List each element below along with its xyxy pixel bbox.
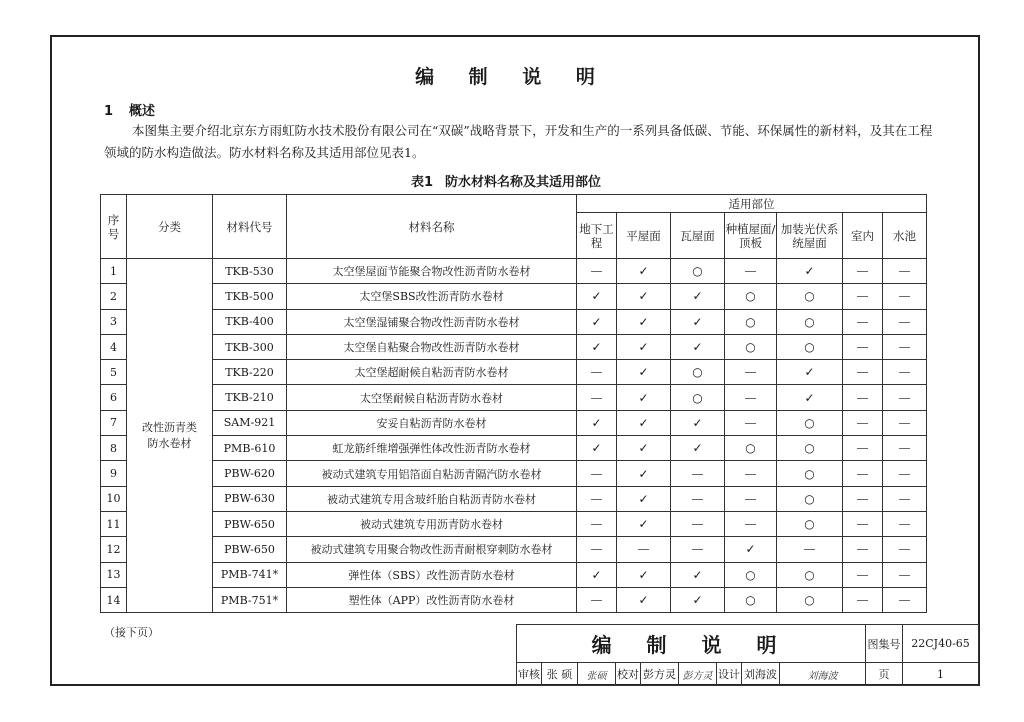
suitability-mark: ✓ [577,410,617,435]
suitability-mark: — [577,385,617,410]
material-code: TKB-300 [213,334,287,359]
material-name: 太空堡耐候自粘沥青防水卷材 [287,385,577,410]
checker-name: 彭方灵 [641,663,679,686]
section-heading [104,100,171,119]
suitability-mark: ✓ [671,562,725,587]
material-name: 虹龙筋纤维增强弹性体改性沥青防水卷材 [287,436,577,461]
row-number: 14 [101,587,127,612]
suitability-mark: ✓ [617,334,671,359]
checker-signature: 彭方灵 [679,663,717,686]
page-number: 1 [903,663,979,686]
suitability-mark: — [883,587,927,612]
suitability-mark: — [617,537,671,562]
suitability-mark: — [671,486,725,511]
header-name: 材料名称 [287,195,577,259]
suitability-mark: ✓ [577,284,617,309]
suitability-mark: ○ [671,385,725,410]
suitability-mark: — [843,360,883,385]
row-number: 2 [101,284,127,309]
suitability-mark: — [843,259,883,284]
material-code: TKB-400 [213,309,287,334]
suitability-mark: — [777,537,843,562]
suitability-mark: ✓ [617,436,671,461]
suitability-mark: ○ [725,334,777,359]
suitability-mark: — [883,511,927,536]
suitability-mark: ✓ [617,410,671,435]
suitability-mark: — [577,587,617,612]
material-code: PMB-751* [213,587,287,612]
row-number: 1 [101,259,127,284]
suitability-mark: — [843,587,883,612]
header-applicable: 适用部位 [577,195,927,213]
row-number: 5 [101,360,127,385]
row-number: 12 [101,537,127,562]
table-number: 表1 [410,175,434,190]
table-caption [0,171,1024,190]
category-cell: 改性沥青类防水卷材 [127,259,213,613]
suitability-mark: — [671,537,725,562]
suitability-mark: ○ [777,461,843,486]
material-code: PBW-630 [213,486,287,511]
row-number: 7 [101,410,127,435]
table-row [101,259,927,284]
header-part: 室内 [843,213,883,259]
row-number: 4 [101,334,127,359]
material-code: PBW-620 [213,461,287,486]
material-code: PMB-741* [213,562,287,587]
suitability-mark: — [843,410,883,435]
suitability-mark: — [671,511,725,536]
suitability-mark: — [843,334,883,359]
title-block-title: 编 制 说 明 [517,625,866,663]
header-part: 平屋面 [617,213,671,259]
table-title: 防水材料名称及其适用部位 [445,175,602,190]
material-name: 塑性体（APP）改性沥青防水卷材 [287,587,577,612]
row-number: 6 [101,385,127,410]
material-code: TKB-500 [213,284,287,309]
suitability-mark: ○ [725,562,777,587]
suitability-mark: — [577,461,617,486]
header-part: 种植屋面/顶板 [725,213,777,259]
suitability-mark: ○ [777,334,843,359]
suitability-mark: ✓ [617,309,671,334]
table-row [101,537,927,562]
suitability-mark: ✓ [617,511,671,536]
suitability-mark: ✓ [671,284,725,309]
suitability-mark: ○ [671,360,725,385]
header-part: 加装光伏系统屋面 [777,213,843,259]
suitability-mark: ○ [777,284,843,309]
suitability-mark: ○ [777,486,843,511]
reviewer-signature: 张硕 [578,663,616,686]
material-name: 被动式建筑专用沥青防水卷材 [287,511,577,536]
suitability-mark: — [577,511,617,536]
suitability-mark: ✓ [777,360,843,385]
header-part: 水池 [883,213,927,259]
suitability-mark: — [843,461,883,486]
suitability-mark: ✓ [577,334,617,359]
suitability-mark: — [883,385,927,410]
table-row [101,410,927,435]
designer-name: 刘海波 [742,663,780,686]
suitability-mark: ✓ [671,436,725,461]
table-row [101,309,927,334]
section-title: 概述 [129,104,156,119]
designer-signature: 刘海波 [780,663,866,686]
intro-paragraph: 本图集主要介绍北京东方雨虹防水技术股份有限公司在“双碳”战略背景下，开发和生产的一系列具备低碳、节能、环保属性的新材料，及其在工程领域的防水构造做法。防水材料名称及其适用部位见表1。 [104,123,933,160]
suitability-mark: — [883,259,927,284]
suitability-mark: ✓ [617,360,671,385]
page-title: 编 制 说 明 [415,66,609,88]
suitability-mark: — [843,385,883,410]
header-code: 材料代号 [213,195,287,259]
header-part: 瓦屋面 [671,213,725,259]
suitability-mark: — [725,259,777,284]
suitability-mark: ✓ [725,537,777,562]
suitability-mark: — [577,360,617,385]
suitability-mark: — [843,284,883,309]
suitability-mark: — [725,461,777,486]
material-name: 被动式建筑专用含玻纤胎自粘沥青防水卷材 [287,486,577,511]
suitability-mark: ✓ [617,385,671,410]
material-code: TKB-220 [213,360,287,385]
suitability-mark: ✓ [617,461,671,486]
material-name: 太空堡屋面节能聚合物改性沥青防水卷材 [287,259,577,284]
suitability-mark: — [883,436,927,461]
header-category: 分类 [127,195,213,259]
suitability-mark: — [843,537,883,562]
suitability-mark: ○ [777,309,843,334]
material-name: 弹性体（SBS）改性沥青防水卷材 [287,562,577,587]
material-name: 被动式建筑专用铝箔面自粘沥青隔汽防水卷材 [287,461,577,486]
suitability-mark: — [843,562,883,587]
suitability-mark: — [843,486,883,511]
suitability-mark: ○ [777,587,843,612]
material-name: 被动式建筑专用聚合物改性沥青耐根穿刺防水卷材 [287,537,577,562]
suitability-mark: ✓ [577,436,617,461]
suitability-mark: ○ [777,436,843,461]
material-name: 太空堡自粘聚合物改性沥青防水卷材 [287,334,577,359]
suitability-mark: ○ [725,587,777,612]
suitability-mark: ✓ [617,486,671,511]
atlas-label: 图集号 [866,625,903,663]
material-name: 安妥自粘沥青防水卷材 [287,410,577,435]
suitability-mark: ○ [725,436,777,461]
suitability-mark: — [577,486,617,511]
table-row [101,587,927,612]
material-code: TKB-210 [213,385,287,410]
reviewer-name: 张 硕 [542,663,578,686]
check-label: 校对 [616,663,641,686]
suitability-mark: ✓ [671,334,725,359]
suitability-mark: — [725,410,777,435]
suitability-mark: ○ [671,259,725,284]
suitability-mark: ○ [777,410,843,435]
table-row [101,461,927,486]
table-row [101,486,927,511]
continued-note: （接下页） [104,626,159,639]
material-name: 太空堡湿铺聚合物改性沥青防水卷材 [287,309,577,334]
suitability-mark: — [843,436,883,461]
title-block [516,624,979,686]
table-row [101,334,927,359]
suitability-mark: ○ [725,284,777,309]
suitability-mark: — [883,486,927,511]
table-row [101,562,927,587]
table-row [101,385,927,410]
suitability-mark: — [883,284,927,309]
suitability-mark: — [883,562,927,587]
row-number: 11 [101,511,127,536]
suitability-mark: ✓ [617,562,671,587]
suitability-mark: ✓ [617,587,671,612]
suitability-mark: — [883,360,927,385]
suitability-mark: ✓ [671,587,725,612]
suitability-mark: — [725,486,777,511]
table-row [101,284,927,309]
suitability-mark: — [883,537,927,562]
suitability-mark: — [725,360,777,385]
suitability-mark: — [671,461,725,486]
atlas-number: 22CJ40-65 [903,625,979,663]
section-number: 1 [104,104,114,119]
material-code: TKB-530 [213,259,287,284]
material-name: 太空堡超耐候自粘沥青防水卷材 [287,360,577,385]
suitability-mark: ✓ [671,309,725,334]
suitability-mark: ✓ [617,259,671,284]
suitability-mark: ✓ [617,284,671,309]
row-number: 8 [101,436,127,461]
material-code: PBW-650 [213,511,287,536]
suitability-mark: — [883,309,927,334]
suitability-mark: ✓ [577,562,617,587]
review-label: 审核 [517,663,542,686]
suitability-mark: — [843,511,883,536]
suitability-mark: ○ [777,562,843,587]
suitability-mark: ○ [777,511,843,536]
materials-table [100,194,927,613]
suitability-mark: ✓ [671,410,725,435]
suitability-mark: ✓ [577,309,617,334]
suitability-mark: — [577,259,617,284]
suitability-mark: ✓ [777,259,843,284]
header-part: 地下工程 [577,213,617,259]
suitability-mark: — [843,309,883,334]
header-seq: 序号 [101,195,127,259]
suitability-mark: — [725,385,777,410]
suitability-mark: ✓ [777,385,843,410]
material-code: PMB-610 [213,436,287,461]
material-code: PBW-650 [213,537,287,562]
suitability-mark: ○ [725,309,777,334]
design-label: 设计 [717,663,742,686]
row-number: 13 [101,562,127,587]
table-row [101,511,927,536]
suitability-mark: — [883,334,927,359]
suitability-mark: — [883,461,927,486]
page-label: 页 [866,663,903,686]
suitability-mark: — [577,537,617,562]
row-number: 10 [101,486,127,511]
suitability-mark: — [883,410,927,435]
table-row [101,360,927,385]
suitability-mark: — [725,511,777,536]
material-code: SAM-921 [213,410,287,435]
material-name: 太空堡SBS改性沥青防水卷材 [287,284,577,309]
table-row [101,436,927,461]
row-number: 3 [101,309,127,334]
row-number: 9 [101,461,127,486]
